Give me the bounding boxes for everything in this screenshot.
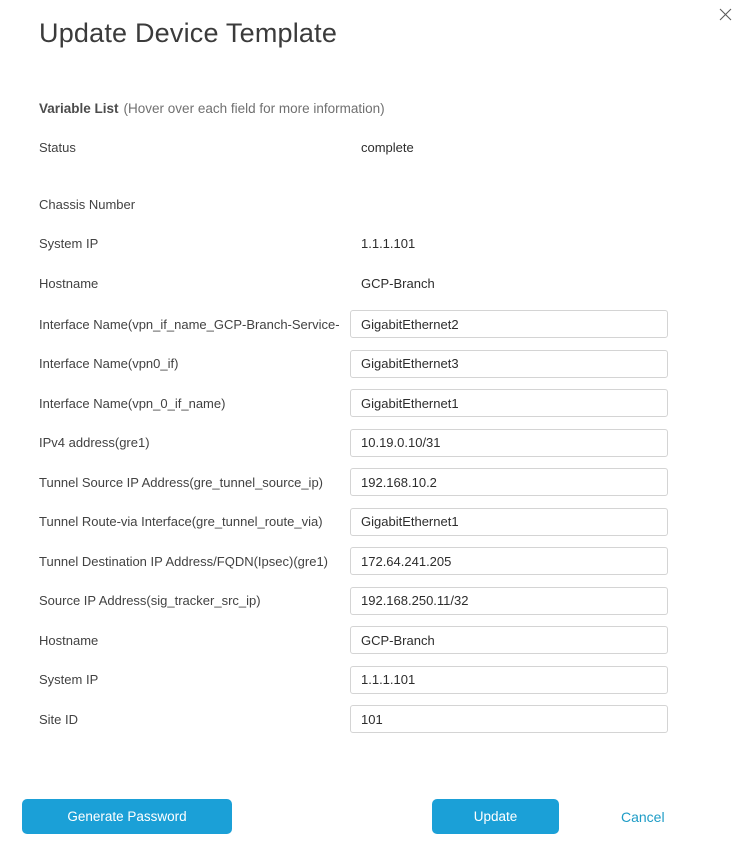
field-label: System IP [39, 235, 99, 251]
field-label: Interface Name(vpn_0_if_name) [39, 395, 226, 411]
generate-password-button[interactable]: Generate Password [22, 799, 232, 834]
close-icon[interactable] [716, 5, 734, 23]
variable-rows [39, 138, 668, 733]
input-row [39, 389, 668, 417]
hostname-row [39, 274, 668, 292]
input-row [39, 587, 668, 615]
field-label: Hostname [39, 632, 99, 648]
field-label: Tunnel Route-via Interface(gre_tunnel_route_via) [39, 514, 323, 529]
input-row [39, 429, 668, 457]
input-row [39, 508, 668, 536]
field-label: Status [39, 139, 76, 155]
interface-name-vpn-0-if-name-input[interactable] [350, 389, 668, 417]
status-value: complete [361, 139, 414, 155]
system-ip-input[interactable] [350, 666, 668, 694]
update-button[interactable]: Update [432, 799, 559, 834]
ipv4-address-gre1-input[interactable] [350, 429, 668, 457]
input-row [39, 666, 668, 694]
variable-list-hint: (Hover over each field for more information) [123, 101, 385, 116]
field-label: IPv4 address(gre1) [39, 435, 150, 450]
chassis-number-row [39, 195, 668, 213]
input-row [39, 310, 668, 338]
field-label: Site ID [39, 711, 79, 727]
interface-name-vpn0-if-input[interactable] [350, 350, 668, 378]
site-id-input[interactable] [350, 705, 668, 733]
source-ip-address-input[interactable] [350, 587, 668, 615]
tunnel-destination-ip-input[interactable] [350, 547, 668, 575]
status-row [39, 138, 668, 156]
cancel-link[interactable]: Cancel [615, 808, 671, 826]
interface-name-service-vpn-input[interactable] [350, 310, 668, 338]
hostname-value: GCP-Branch [361, 275, 435, 291]
dialog-footer [0, 799, 752, 834]
input-row [39, 350, 668, 378]
hostname-input[interactable] [350, 626, 668, 654]
tunnel-route-via-interface-input[interactable] [350, 508, 668, 536]
variable-list-section-header [39, 101, 385, 116]
field-label: Interface Name(vpn_if_name_GCP-Branch-Service- [39, 316, 340, 332]
field-label: Tunnel Source IP Address(gre_tunnel_source_ip) [39, 474, 324, 490]
field-label: Tunnel Destination IP Address/FQDN(Ipsec)(gre1) [39, 553, 329, 569]
input-row [39, 468, 668, 496]
tunnel-source-ip-input[interactable] [350, 468, 668, 496]
field-label: System IP [39, 672, 99, 687]
input-row [39, 705, 668, 733]
dialog-title: Update Device Template [39, 18, 338, 48]
field-label: Interface Name(vpn0_if) [39, 356, 179, 371]
variable-list-heading: Variable List [39, 101, 119, 116]
input-row [39, 547, 668, 575]
field-label: Chassis Number [39, 196, 136, 212]
field-label: Source IP Address(sig_tracker_src_ip) [39, 593, 261, 608]
input-row [39, 626, 668, 654]
system-ip-value: 1.1.1.101 [361, 235, 416, 251]
field-label: Hostname [39, 275, 99, 291]
system-ip-row [39, 234, 668, 252]
